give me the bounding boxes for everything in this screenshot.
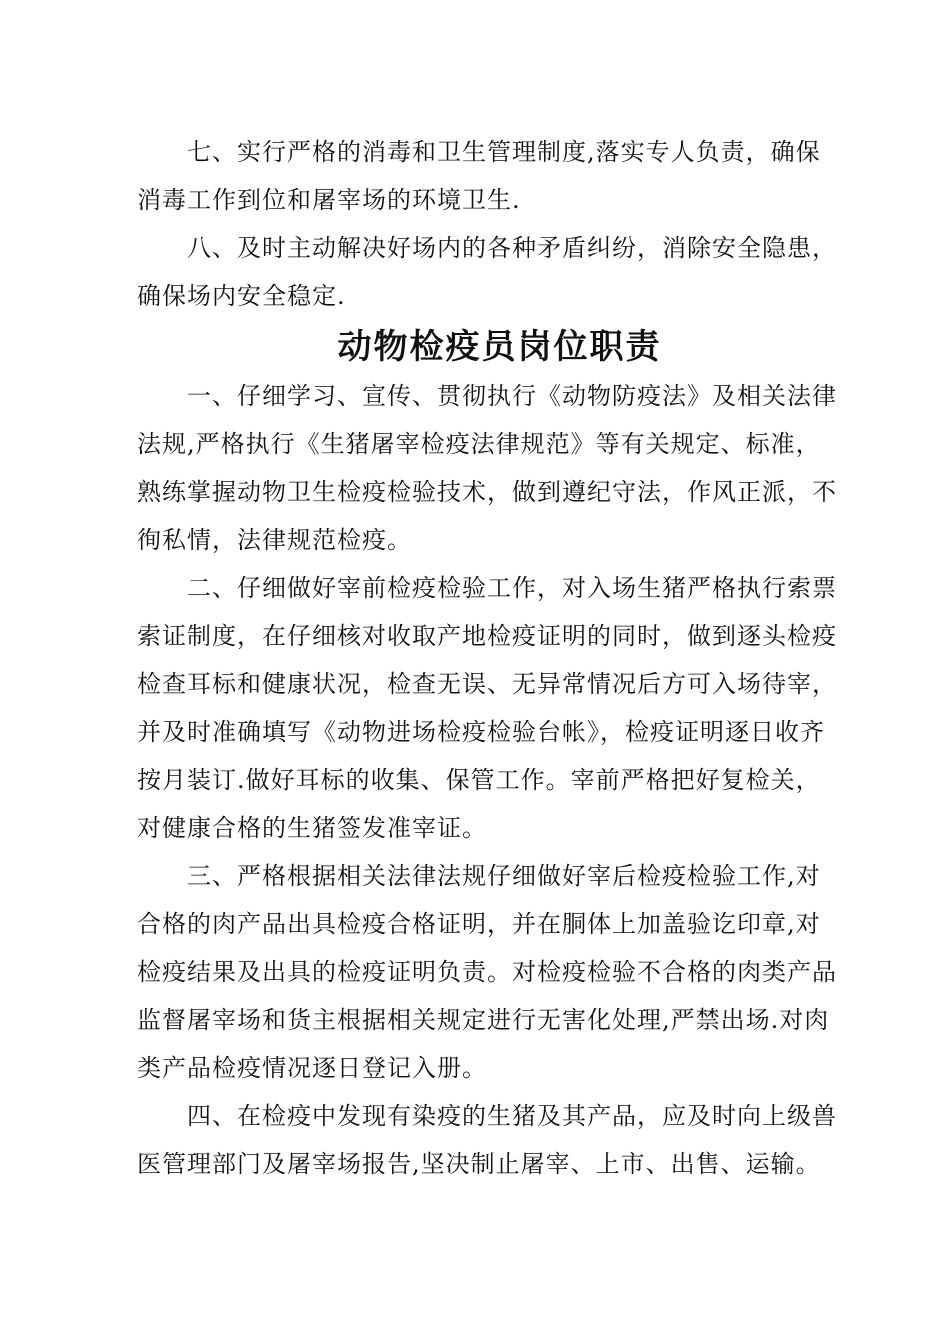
- paragraph-line: 八、及时主动解决好场内的各种矛盾纠纷，消除安全隐患，: [187, 234, 837, 262]
- paragraph-line: 法规,严格执行《生猪屠宰检疫法律规范》等有关规定、标准，: [137, 430, 821, 458]
- paragraph-line: 医管理部门及屠宰场报告,坚决制止屠宰、上市、出售、运输。: [137, 1150, 821, 1178]
- paragraph-line: 三、严格根据相关法律法规仔细做好宰后检疫检验工作,对: [187, 862, 821, 890]
- paragraph-seven: [137, 128, 862, 224]
- paragraph-line: 索证制度，在仔细核对收取产地检疫证明的同时，做到逐头检疫: [137, 622, 837, 650]
- paragraph-line: 检疫结果及出具的检疫证明负责。对检疫检验不合格的肉类产品: [137, 958, 837, 986]
- paragraph-line: 并及时准确填写《动物进场检疫检验台帐》，检疫证明逐日收齐: [137, 718, 825, 746]
- paragraph-line: 监督屠宰场和货主根据相关规定进行无害化处理,严禁出场.对肉: [137, 1006, 830, 1034]
- paragraph-line: 七、实行严格的消毒和卫生管理制度,落实专人负责，确保: [187, 138, 821, 166]
- paragraph-line: 按月装订.做好耳标的收集、保管工作。宰前严格把好复检关，: [137, 766, 821, 794]
- paragraph-line: 消毒工作到位和屠宰场的环境卫生.: [137, 186, 521, 214]
- paragraph-two: [137, 564, 862, 852]
- section-title: 动物检疫员岗位职责: [337, 327, 662, 367]
- paragraph-line: 检查耳标和健康状况，检查无误、无异常情况后方可入场待宰，: [137, 670, 837, 698]
- paragraph-one: [137, 372, 862, 564]
- paragraph-line: 对健康合格的生猪签发准宰证。: [137, 814, 487, 842]
- paragraph-line: 一、仔细学习、宣传、贯彻执行《动物防疫法》及相关法律: [187, 382, 837, 410]
- paragraph-line: 二、仔细做好宰前检疫检验工作，对入场生猪严格执行索票: [187, 574, 837, 602]
- paragraph-four: [137, 1092, 862, 1188]
- paragraph-line: 合格的肉产品出具检疫合格证明，并在胴体上加盖验讫印章,对: [137, 910, 821, 938]
- paragraph-line: 熟练掌握动物卫生检疫检验技术，做到遵纪守法，作风正派，不: [137, 478, 837, 506]
- paragraph-line: 徇私情，法律规范检疫。: [137, 526, 412, 554]
- paragraph-line: 类产品检疫情况逐日登记入册。: [137, 1054, 487, 1082]
- paragraph-eight: [137, 224, 862, 320]
- paragraph-line: 确保场内安全稳定.: [137, 282, 346, 310]
- paragraph-three: [137, 852, 862, 1092]
- paragraph-line: 四、在检疫中发现有染疫的生猪及其产品，应及时向上级兽: [187, 1102, 837, 1130]
- document-body: [137, 128, 862, 1188]
